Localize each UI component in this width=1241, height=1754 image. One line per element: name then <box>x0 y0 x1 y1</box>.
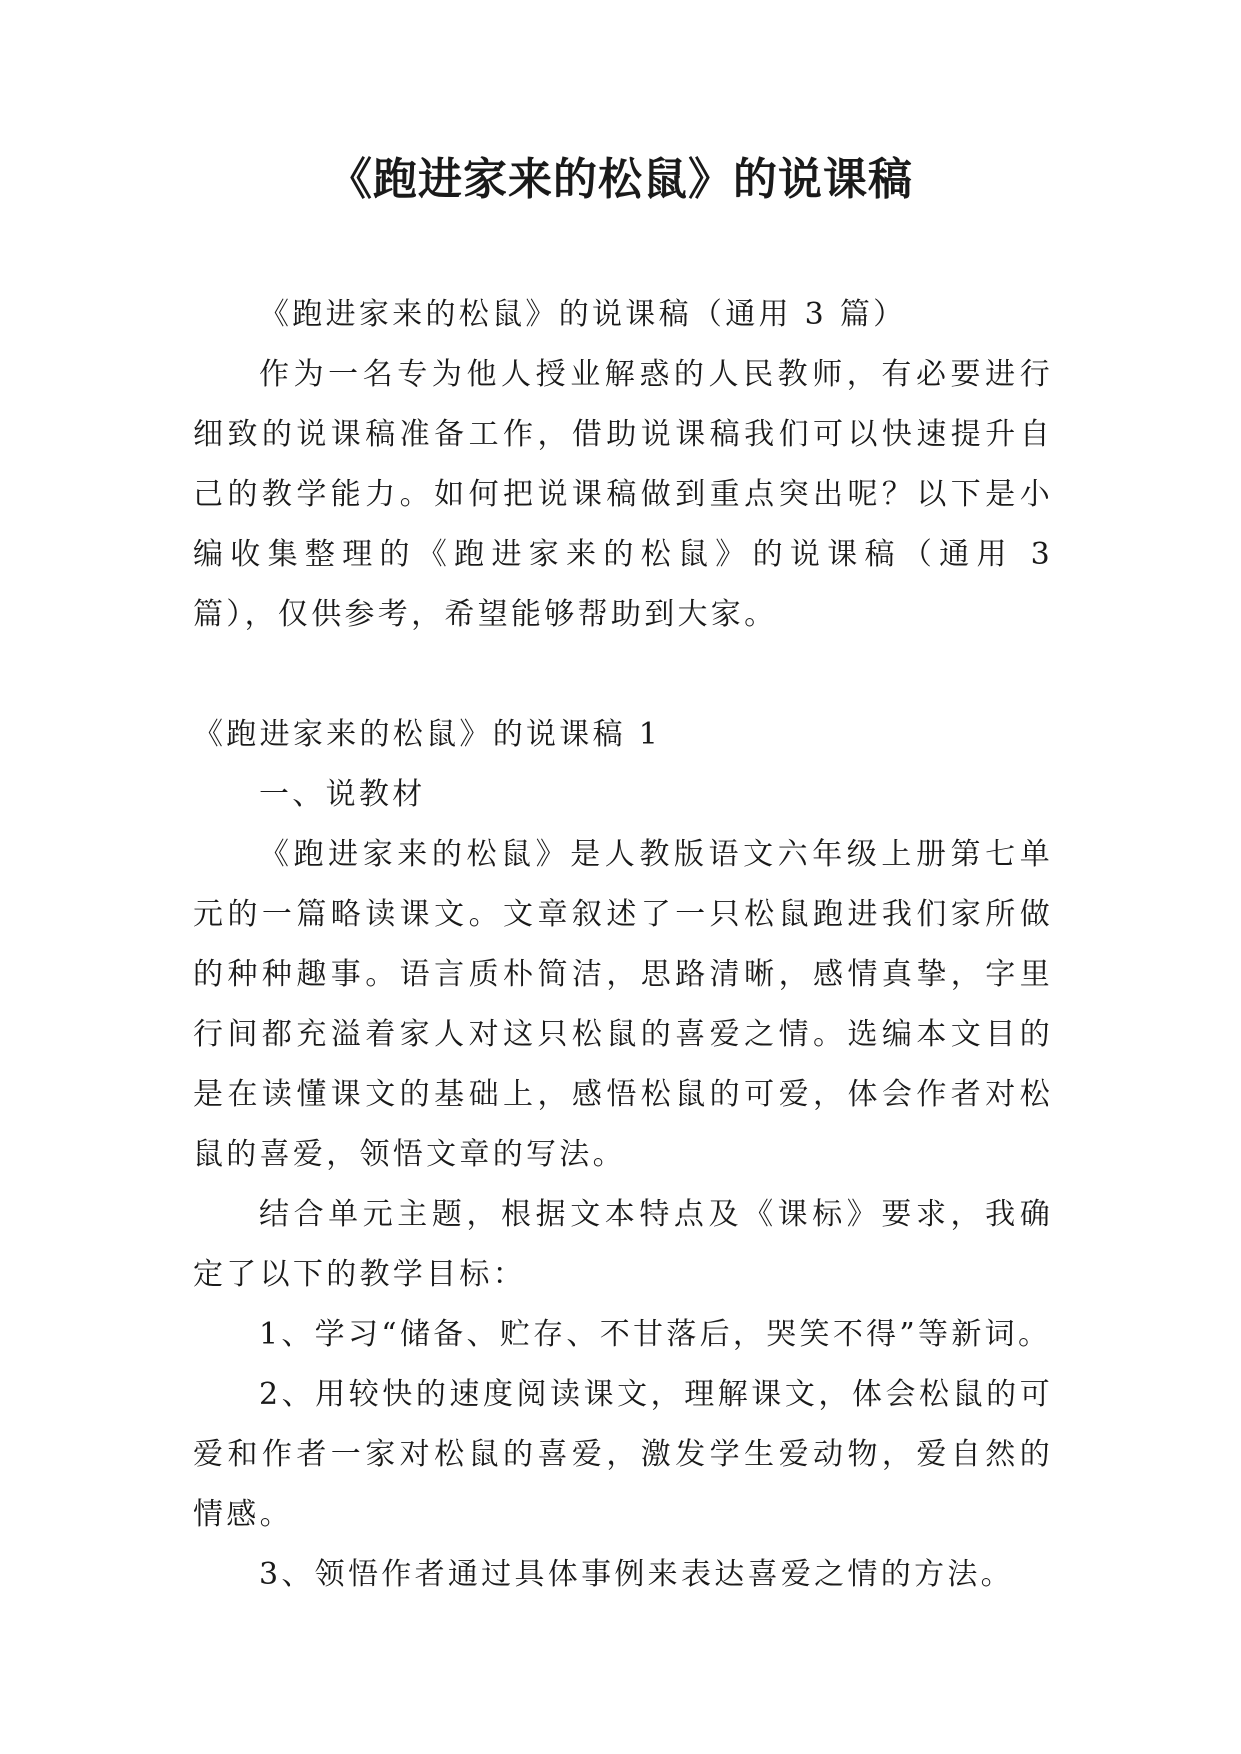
list-item: 2、用较快的速度阅读课文，理解课文，体会松鼠的可爱和作者一家对松鼠的喜爱，激发学生爱动物，爱自然的情感。 <box>193 1377 1053 1532</box>
list-item: 3、领悟作者通过具体事例来表达喜爱之情的方法。 <box>259 1557 1014 1592</box>
body-paragraph: 《跑进家来的松鼠》是人教版语文六年级上册第七单元的一篇略读课文。文章叙述了一只松鼠跑进我们家所做的种种趣事。语言质朴简洁，思路清晰，感情真挚，字里行间都充溢着家人对这只松鼠的喜爱之情。选编本文目的是在读懂课文的基础上，感悟松鼠的可爱，体会作者对松鼠的喜爱，领悟文章的写法。 <box>193 837 1053 1172</box>
section-heading: 《跑进家来的松鼠》的说课稿 1 <box>193 717 662 752</box>
document-title: 《跑进家来的松鼠》的说课稿 <box>328 154 913 205</box>
document-body <box>193 285 1053 1605</box>
subtitle-paragraph: 《跑进家来的松鼠》的说课稿（通用 3 篇） <box>259 297 907 332</box>
intro-paragraph: 作为一名专为他人授业解惑的人民教师，有必要进行细致的说课稿准备工作，借助说课稿我们可以快速提升自己的教学能力。如何把说课稿做到重点突出呢？以下是小编收集整理的《跑进家来的松鼠》的说课稿（通用 3 篇），仅供参考，希望能够帮助到大家。 <box>193 357 1053 632</box>
list-item: 1、学习“储备、贮存、不甘落后，哭笑不得”等新词。 <box>259 1317 1052 1352</box>
body-paragraph: 结合单元主题，根据文本特点及《课标》要求，我确定了以下的教学目标： <box>193 1197 1053 1292</box>
subsection-heading: 一、说教材 <box>259 777 426 812</box>
